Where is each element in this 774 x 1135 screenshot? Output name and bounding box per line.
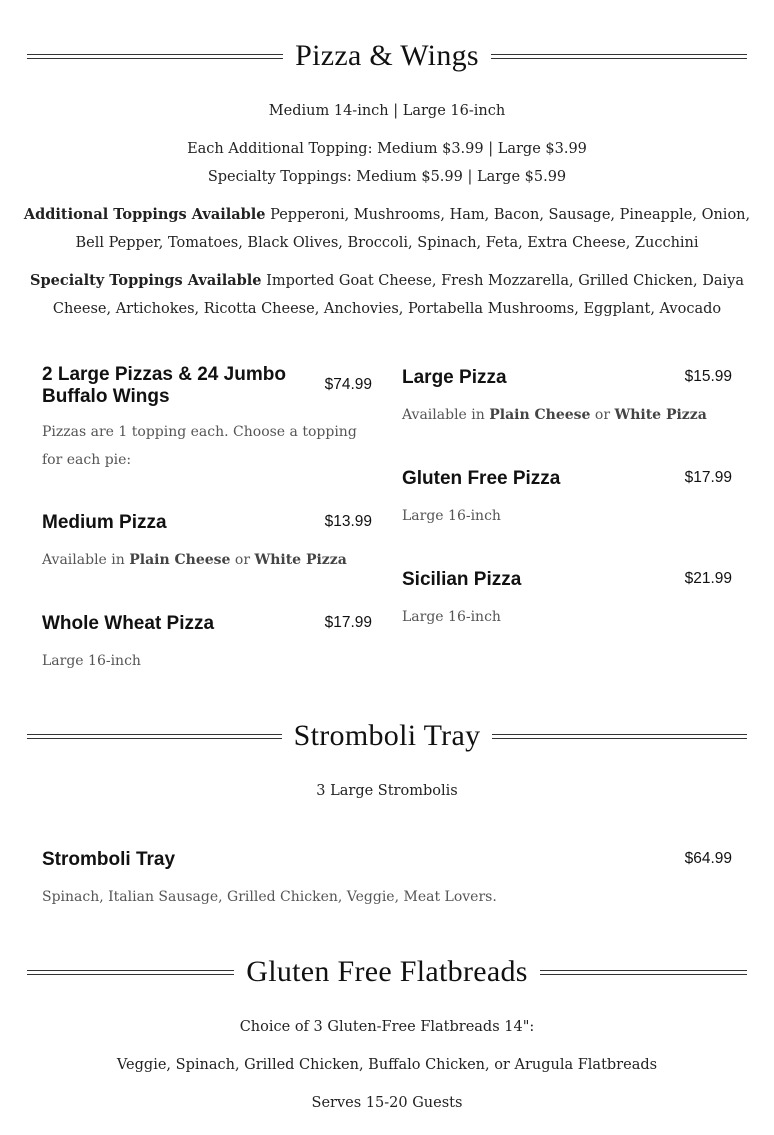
item-description: Large 16-inch <box>402 609 501 625</box>
item-price: $21.99 <box>684 570 732 587</box>
item-name: 2 Large Pizzas & 24 Jumbo Buffalo Wings <box>42 364 286 407</box>
stromboli-section-title: Stromboli Tray <box>293 719 481 752</box>
item-name: Large Pizza <box>402 367 507 388</box>
item-description: Large 16-inch <box>42 653 141 669</box>
stromboli-subtitle: 3 Large Strombolis <box>316 783 458 799</box>
item-description: Available in Plain Cheese or White Pizza <box>402 407 707 423</box>
menu-item-medium-pizza <box>42 512 372 574</box>
item-price: $64.99 <box>684 850 732 867</box>
item-name: Sicilian Pizza <box>402 569 522 590</box>
item-name: Gluten Free Pizza <box>402 468 561 489</box>
item-description: Large 16-inch <box>402 508 501 524</box>
divider-right <box>491 54 747 59</box>
specialty-toppings-list: Imported Goat Cheese, Fresh Mozzarella, Grilled Chicken, Daiya Cheese, Artichokes, Ricotta Cheese, Anchovies, Portabella Mushrooms, Eggplant, Avocado <box>52 273 744 317</box>
flatbreads-choice: Choice of 3 Gluten-Free Flatbreads 14": <box>239 1019 535 1035</box>
additional-toppings-list: Pepperoni, Mushrooms, Ham, Bacon, Sausage, Pineapple, Onion, Bell Pepper, Tomatoes, Black Olives, Broccoli, Spinach, Feta, Extra Cheese, Zucchini <box>75 207 751 251</box>
divider-left <box>27 734 282 739</box>
additional-toppings-label: Additional Toppings Available <box>23 206 266 223</box>
item-description: Spinach, Italian Sausage, Grilled Chicken, Veggie, Meat Lovers. <box>42 889 497 905</box>
additional-toppings <box>20 201 754 257</box>
item-description: Available in Plain Cheese or White Pizza <box>42 552 347 568</box>
item-price: $17.99 <box>324 614 372 631</box>
item-name: Whole Wheat Pizza <box>42 613 215 634</box>
pizza-sizes: Medium 14-inch | Large 16-inch <box>268 103 506 119</box>
item-description: Pizzas are 1 topping each. Choose a topping for each pie: <box>42 424 357 468</box>
flatbreads-options: Veggie, Spinach, Grilled Chicken, Buffalo Chicken, or Arugula Flatbreads <box>116 1057 658 1073</box>
pizza-section-header <box>27 36 747 76</box>
stromboli-section-header <box>27 716 747 756</box>
divider-left <box>27 970 234 975</box>
menu-item-sicilian-pizza <box>402 569 732 631</box>
menu-item-stromboli-tray <box>42 849 732 911</box>
flatbreads-section-title: Gluten Free Flatbreads <box>246 955 528 988</box>
flatbreads-section-header <box>27 952 747 992</box>
specialty-toppings <box>20 267 754 323</box>
additional-topping-price: Each Additional Topping: Medium $3.99 | Large $3.99 <box>187 141 587 157</box>
divider-left <box>27 54 283 59</box>
item-price: $17.99 <box>684 469 732 486</box>
item-price: $13.99 <box>324 513 372 530</box>
pizza-section-title: Pizza & Wings <box>295 39 479 72</box>
specialty-toppings-label: Specialty Toppings Available <box>30 272 262 289</box>
flatbreads-serves: Serves 15-20 Guests <box>311 1095 463 1111</box>
item-price: $15.99 <box>684 368 732 385</box>
item-price: $74.99 <box>324 376 372 393</box>
item-name: Stromboli Tray <box>42 849 176 870</box>
menu-item-gluten-free-pizza <box>402 468 732 530</box>
menu-item-combo <box>42 364 372 474</box>
divider-right <box>492 734 747 739</box>
item-name: Medium Pizza <box>42 512 167 533</box>
specialty-topping-price: Specialty Toppings: Medium $5.99 | Large $5.99 <box>207 169 567 185</box>
menu-item-whole-wheat-pizza <box>42 613 372 675</box>
divider-right <box>540 970 747 975</box>
menu-item-large-pizza <box>402 367 732 429</box>
